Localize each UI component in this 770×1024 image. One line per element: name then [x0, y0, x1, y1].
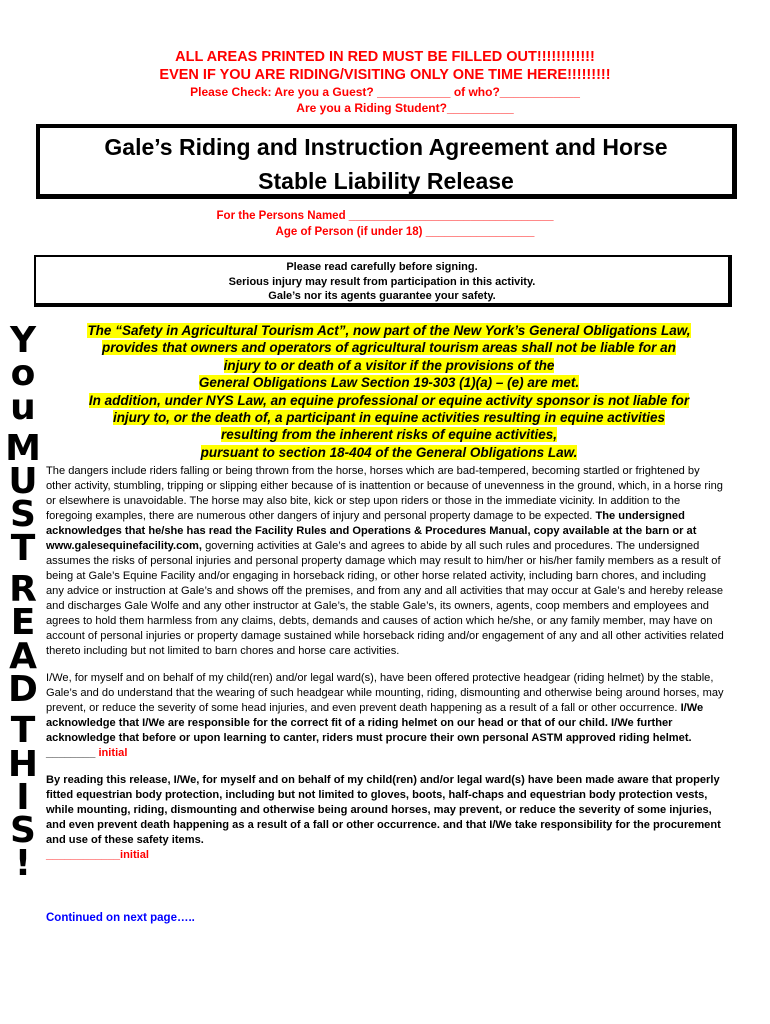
banner-letter: u	[10, 386, 36, 428]
banner-letter: T	[10, 710, 36, 752]
helmet-initial-field[interactable]: initial	[95, 747, 128, 759]
banner-letter: U	[8, 461, 38, 503]
banner-letter: E	[10, 602, 36, 644]
helmet-paragraph: I/We, for myself and on behalf of my child(ren) and/or legal ward(s), have been offered protective headgear (riding helmet) by the stable, Gale’s and do understand that the wearing of such headgear while mounting, riding, dismounting and otherwise being around horses, may prevent, or reduce the severity of some head injuries, and even prevent death happening as a result of a fall or other occurrence. I/We acknowledge that I/We are responsible for the correct fit of a riding helmet on our head or that of our child. I/We further acknowledge that before or upon learning to canter, riders must procure their own personal ASTM approved riding helmet. ________ initial	[46, 672, 724, 759]
agreement-body	[46, 464, 726, 863]
body-protection-initial-field[interactable]: ____________initial	[46, 849, 150, 861]
banner-letter: R	[9, 569, 37, 611]
banner-letter: H	[7, 743, 39, 785]
banner-letter: S	[10, 494, 36, 536]
banner-letter: S	[10, 810, 36, 852]
law-line: injury to or death of a visitor if the provisions of the	[223, 357, 555, 373]
persons-named-field[interactable]: For the Persons Named ________________________________	[216, 210, 554, 222]
age-field[interactable]: Age of Person (if under 18) _________________	[275, 226, 535, 238]
law-line: General Obligations Law Section 19-303 (1)(a) – (e) are met.	[198, 375, 580, 391]
law-line: In addition, under NYS Law, an equine professional or equine activity sponsor is not liable for	[88, 392, 690, 408]
notice-line-2: EVEN IF YOU ARE RIDING/VISITING ONLY ONE TIME HERE!!!!!!!!!	[159, 67, 611, 83]
dangers-paragraph: The dangers include riders falling or being thrown from the horse, horses which are bad-tempered, becoming startled or frightened by other activity, stumbling, tripping or slipping either because of is inattention or because of unevenness in the ground, which, in a horse ring or elsewhere is unavoidable. The horse may also bite, kick or step upon riders or those in the immediate vicinity. In addition to the foregoing examples, there are numerous other dangers of injury and personal property damage to be expected. The undersigned acknowledges that he/she has read the Facility Rules and Operations & Procedures Manual, copy available at the barn or at www.galesequinefacility.com, governing activities at Gale’s and agrees to abide by all such rules and procedures. The undersigned assumes the risks of personal injuries and personal property damage which may result to him/her or his/her family members as a result of being at Gale’s Equine Facility and/or engaging in horseback riding, or other horse related activity, including barn chores, and including any advice or instruction at Gale’s and shows off the premises, and from any and all activities that may occur at Gale’s and hereby release and discharges Gale Wolfe and any other instructor at Gale’s, the stable Gale’s, its owners, agents, coop members and employees and agrees to hold them harmless from any claims, debts, demands and causes of action which he/she, or any family member, may have on account of personal injuries or property damage sustained while horseback riding and/or engagement of any and all other activities related thereto including but not limited to barn chores and horse care activities.	[46, 465, 724, 657]
title-box	[36, 124, 737, 199]
notice-line-1: ALL AREAS PRINTED IN RED MUST BE FILLED OUT!!!!!!!!!!!!	[175, 49, 595, 65]
banner-letter: !	[14, 843, 32, 885]
continued-note: Continued on next page…..	[46, 912, 195, 924]
law-notice	[44, 322, 734, 461]
warning-line-1: Please read carefully before signing.	[286, 261, 478, 273]
banner-letter: T	[10, 527, 36, 569]
warning-line-3: Gale’s nor its agents guarantee your safety.	[268, 290, 496, 302]
warning-box	[34, 255, 732, 307]
banner-letter: I	[16, 776, 30, 818]
banner-letter: D	[8, 668, 38, 710]
banner-letter: M	[5, 427, 41, 469]
banner-letter: A	[9, 635, 37, 677]
law-line: provides that owners and operators of agricultural tourism areas shall not be liable for an	[102, 340, 676, 356]
you-must-read-this-banner	[2, 320, 44, 885]
law-line: The “Safety in Agricultural Tourism Act”, now part of the New York’s General Obligations Law,	[87, 323, 691, 338]
guest-check-field[interactable]: Please Check: Are you a Guest? ___________ of who?____________	[190, 85, 580, 99]
document-title-line-1: Gale’s Riding and Instruction Agreement and Horse	[104, 134, 668, 160]
document-title-line-2: Stable Liability Release	[258, 168, 514, 194]
banner-letter: Y	[9, 320, 37, 361]
law-line: injury to, or the death of, a participant in equine activities resulting in equine activities	[112, 410, 666, 426]
top-notice	[40, 48, 730, 116]
banner-letter: o	[10, 353, 36, 395]
body-protection-paragraph: By reading this release, I/We, for myself and on behalf of my child(ren) and/or legal ward(s) have been made aware that properly fitted equestrian body protection, including but not limited to gloves, boots, half-chaps and equestrian body protection vests, while mounting, riding, dismounting and otherwise being around horses, may prevent, or reduce the severity of some injuries, and even prevent death happening as a result of a fall or other occurrence. and that I/We take responsibility for the procurement and use of these safety items. ____________initial	[46, 774, 721, 861]
law-line: pursuant to section 18-404 of the General Obligations Law.	[200, 444, 578, 460]
student-check-field[interactable]: Are you a Riding Student?__________	[296, 101, 514, 115]
law-line: resulting from the inherent risks of equine activities,	[220, 427, 558, 443]
persons-section	[150, 208, 620, 240]
warning-line-2: Serious injury may result from participation in this activity.	[228, 275, 536, 288]
